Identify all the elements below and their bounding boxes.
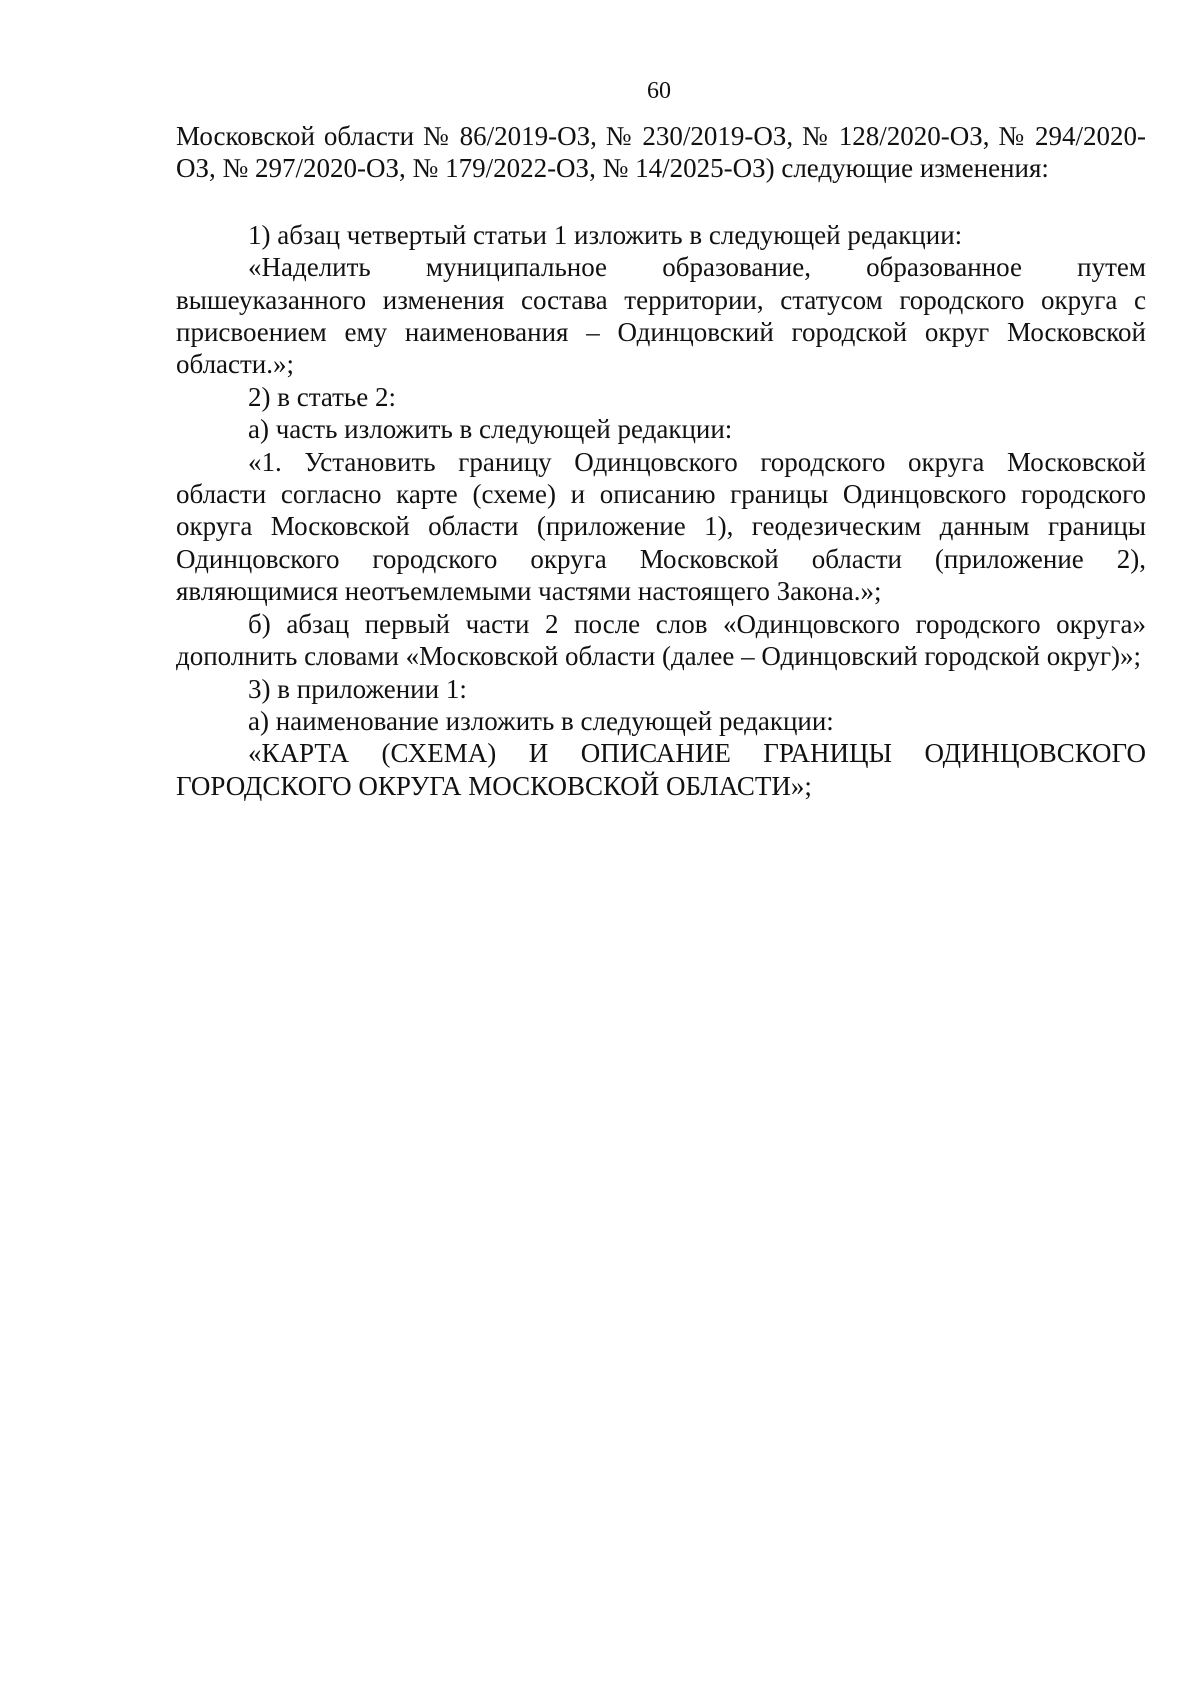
paragraph-item-3a: а) наименование изложить в следующей редакции: (248, 705, 834, 736)
paragraph-item-2b: б) абзац первый части 2 после слов «Одинцовского городского округа» дополнить словами «Московской области (далее – Одинцовский городской округ)»; (176, 608, 1146, 672)
paragraph-quote-2: «1. Установить границу Одинцовского городского округа Московской области согласно карте (схеме) и описанию границы Одинцовского городского округа Московской области (приложение 1), геодезическим данным границы Одинцовского городского округа Московской области (приложение 2), являющимися неотъемлемыми частями настоящего Закона.»; (176, 446, 1146, 607)
paragraph-item-2a: а) часть изложить в следующей редакции: (248, 414, 733, 445)
paragraph-quote-1: «Наделить муниципальное образование, образованное путем вышеуказанного изменения состава территории, статусом городского округа с присвоением ему наименования – Одинцовский городской округ Московской области.»; (176, 252, 1146, 380)
paragraph-continuation: Московской области № 86/2019-ОЗ, № 230/2019-ОЗ, № 128/2020-ОЗ, № 294/2020-ОЗ, № 297/2020-ОЗ, № 179/2022-ОЗ, № 14/2025-ОЗ) следующие изменения: (176, 121, 1146, 184)
paragraph-item-2: 2) в статье 2: (248, 381, 396, 412)
paragraph-quote-3: «КАРТА (СХЕМА) И ОПИСАНИЕ ГРАНИЦЫ ОДИНЦОВСКОГО ГОРОДСКОГО ОКРУГА МОСКОВСКОЙ ОБЛАСТИ»; (176, 738, 1146, 801)
paragraph-item-1: 1) абзац четвертый статьи 1 изложить в следующей редакции: (248, 219, 963, 250)
paragraph-item-3: 3) в приложении 1: (248, 673, 467, 704)
document-body (176, 120, 1146, 802)
page-number: 60 (647, 78, 671, 104)
